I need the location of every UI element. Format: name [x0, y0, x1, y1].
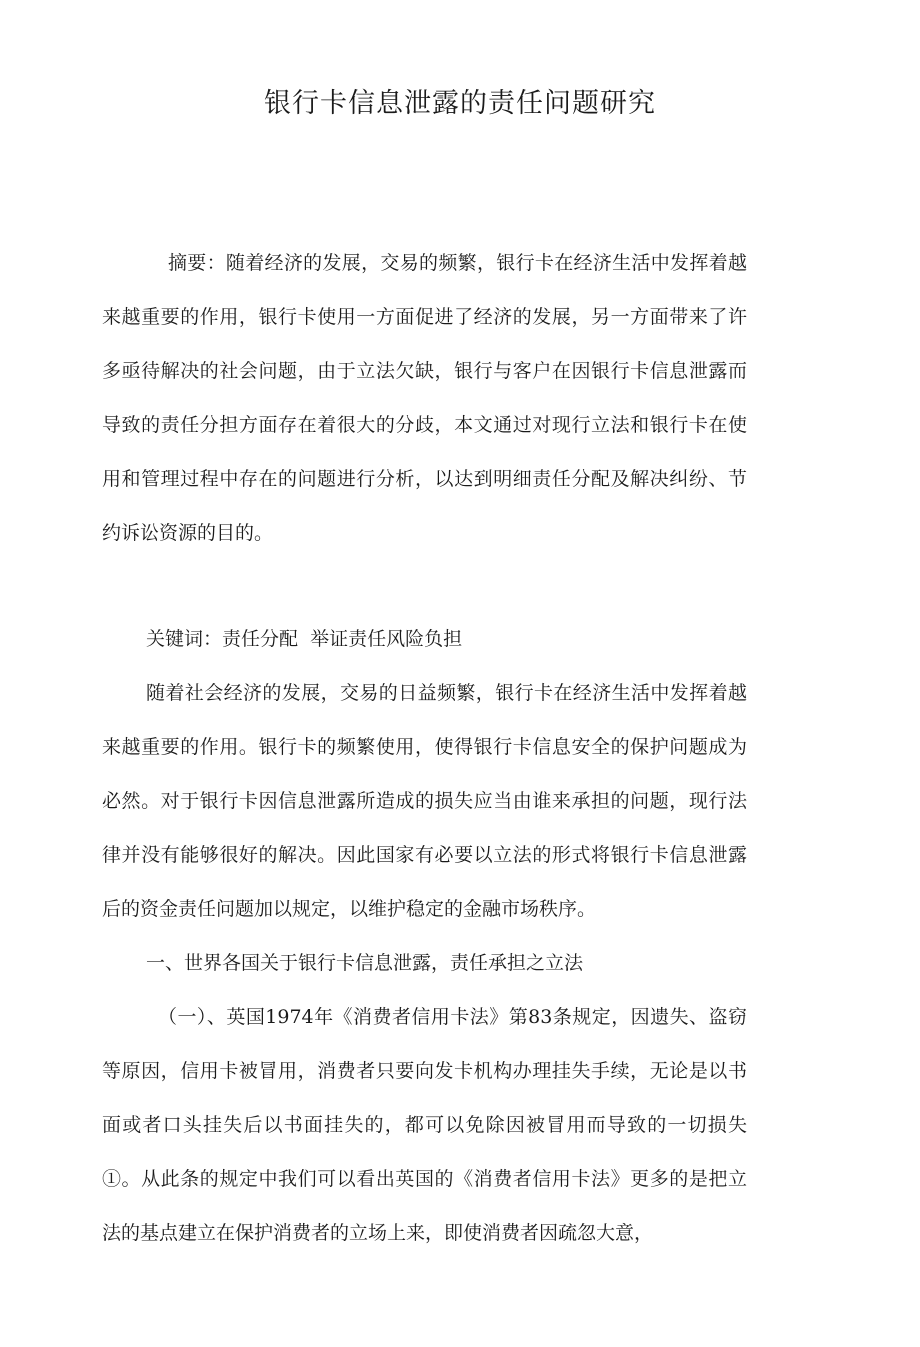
- keywords-line: 关键词：责任分配 举证责任风险负担: [146, 628, 463, 650]
- section-paragraph: （一）、英国1974年《消费者信用卡法》第83条规定，因遗失、盗窃等原因，信用卡被冒用，消费者只要向发卡机构办理挂失手续，无论是以书面或者口头挂失后以书面挂失的，都可以免除因被冒用而导致的一切损失①。从此条的规定中我们可以看出英国的《消费者信用卡法》更多的是把立法的基点建立在保护消费者的立场上来，即使消费者因疏忽大意，: [102, 1006, 747, 1244]
- section-heading: 一、世界各国关于银行卡信息泄露，责任承担之立法: [146, 952, 584, 974]
- abstract-paragraph: 摘要：随着经济的发展，交易的频繁，银行卡在经济生活中发挥着越来越重要的作用，银行卡使用一方面促进了经济的发展，另一方面带来了许多亟待解决的社会问题，由于立法欠缺，银行与客户在因银行卡信息泄露而导致的责任分担方面存在着很大的分歧，本文通过对现行立法和银行卡在使用和管理过程中存在的问题进行分析，以达到明细责任分配及解决纠纷、节约诉讼资源的目的。: [102, 252, 747, 544]
- document-title: 银行卡信息泄露的责任问题研究: [264, 88, 656, 119]
- intro-paragraph: 随着社会经济的发展，交易的日益频繁，银行卡在经济生活中发挥着越来越重要的作用。银行卡的频繁使用，使得银行卡信息安全的保护问题成为必然。对于银行卡因信息泄露所造成的损失应当由谁来承担的问题，现行法律并没有能够很好的解决。因此国家有必要以立法的形式将银行卡信息泄露后的资金责任问题加以规定，以维护稳定的金融市场秩序。: [102, 682, 747, 920]
